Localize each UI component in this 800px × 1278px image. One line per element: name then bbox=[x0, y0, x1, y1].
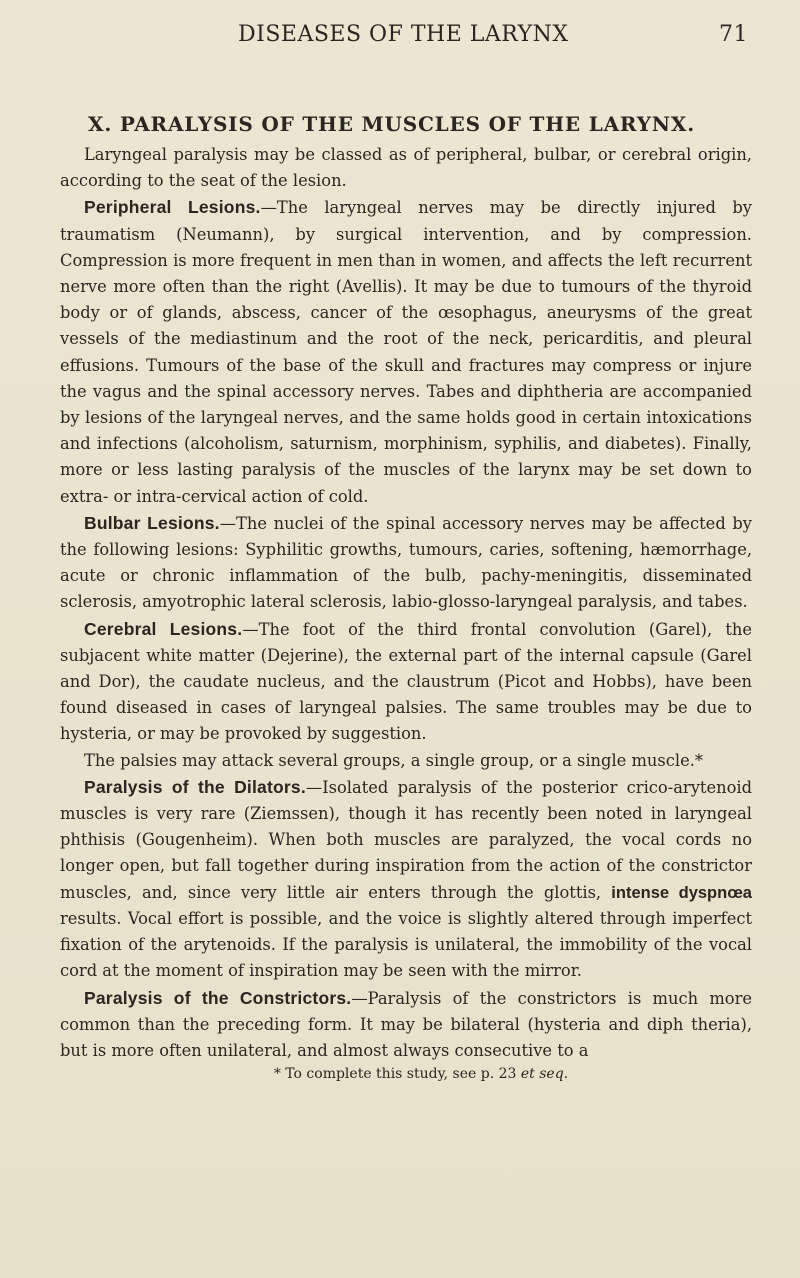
dyspnoea-emphasis: intense dyspnœa bbox=[611, 883, 752, 902]
body-text bbox=[60, 142, 752, 1064]
paragraph-peripheral bbox=[60, 194, 752, 509]
footnote-italic: et seq. bbox=[520, 1066, 569, 1083]
heading-bulbar-lesions: Bulbar Lesions. bbox=[84, 512, 220, 533]
peripheral-text: —The laryngeal nerves may be directly injured by traumatism (Neumann), by surgical intervention, and by compression. Compression is more frequent in men than in women, and affects the left recurrent nerve more often than the right (Avellis). It may be due to tumours of the thyroid body or of glands, abscess, cancer of the œsophagus, aneurysms of the great vessels of the mediastinum and the root of the neck, pericarditis, and pleural effusions. Tumours of the base of the skull and fractures may compress or injure the vagus and the spinal accessory nerves. Tabes and diphtheria are accompanied by lesions of the laryngeal nerves, and the same holds good in certain intoxications and infections (alcoholism, saturnism, morphinism, syphilis, and diabetes). Finally, more or less lasting paralysis of the muscles of the larynx may be set down to extra- or intra-cervical action of cold. bbox=[60, 198, 752, 506]
paragraph-dilators bbox=[60, 774, 752, 985]
footnote-text: * To complete this study, see p. 23 bbox=[273, 1066, 517, 1083]
paragraph-cerebral bbox=[60, 616, 752, 748]
dilators-text-1: —Isolated paralysis of the posterior crico-arytenoid muscles is very rare (Ziemssen), though it has recently been noted in laryngeal phthisis (Gougenheim). When both muscles are paralyzed, the vocal cords no longer open, but fall together during inspiration from the action of the constrictor muscles, and, since very little air enters through the glottis, bbox=[60, 777, 752, 902]
dilators-text-2: results. Vocal effort is possible, and the voice is slightly altered through imperfect fixation of the arytenoids. If the paralysis is unilateral, the immobility of the vocal cord at the moment of inspiration may be seen with the mirror. bbox=[60, 908, 752, 981]
heading-cerebral-lesions: Cerebral Lesions. bbox=[84, 618, 243, 639]
paragraph-bulbar bbox=[60, 510, 752, 616]
heading-paralysis-constrictors: Paralysis of the Constrictors. bbox=[84, 987, 352, 1008]
heading-paralysis-dilators: Paralysis of the Dilators. bbox=[84, 776, 306, 797]
section-title: X. PARALYSIS OF THE MUSCLES OF THE LARYNX. bbox=[88, 112, 695, 136]
running-head-title: DISEASES OF THE LARYNX bbox=[238, 22, 569, 47]
cerebral-text: —The foot of the third frontal convolution (Garel), the subjacent white matter (Dejerine), the external part of the internal capsule (Garel and Dor), the caudate nucleus, and the claustrum (Picot and Hobbs), have been found diseased in cases of laryngeal palsies. The same troubles may be due to hysteria, or may be provoked by suggestion. bbox=[60, 619, 753, 744]
paragraph-constrictors bbox=[60, 985, 752, 1065]
heading-peripheral-lesions: Peripheral Lesions. bbox=[84, 197, 261, 218]
running-head bbox=[60, 18, 752, 58]
constrictors-text: —Paralysis of the constrictors is much more common than the preceding form. It may be bilateral (hysteria and diph theria), but is more often unilateral, and almost always consecutive to a bbox=[60, 988, 752, 1060]
paragraph-groups: The palsies may attack several groups, a single group, or a single muscle.* bbox=[84, 750, 704, 770]
footnote bbox=[60, 1066, 752, 1082]
paragraph-intro: Laryngeal paralysis may be classed as of peripheral, bulbar, or cerebral origin, according to the seat of the lesion. bbox=[60, 145, 752, 191]
bulbar-text: —The nuclei of the spinal accessory nerves may be affected by the following lesions: Syphilitic growths, tumours, caries, softening, hæmorrhage, acute or chronic inflammation of the bulb, pachy-meningitis, disseminated sclerosis, amyotrophic lateral sclerosis, labio-glosso-laryngeal paralysis, and tabes. bbox=[60, 513, 752, 612]
page-number: 71 bbox=[719, 22, 748, 47]
